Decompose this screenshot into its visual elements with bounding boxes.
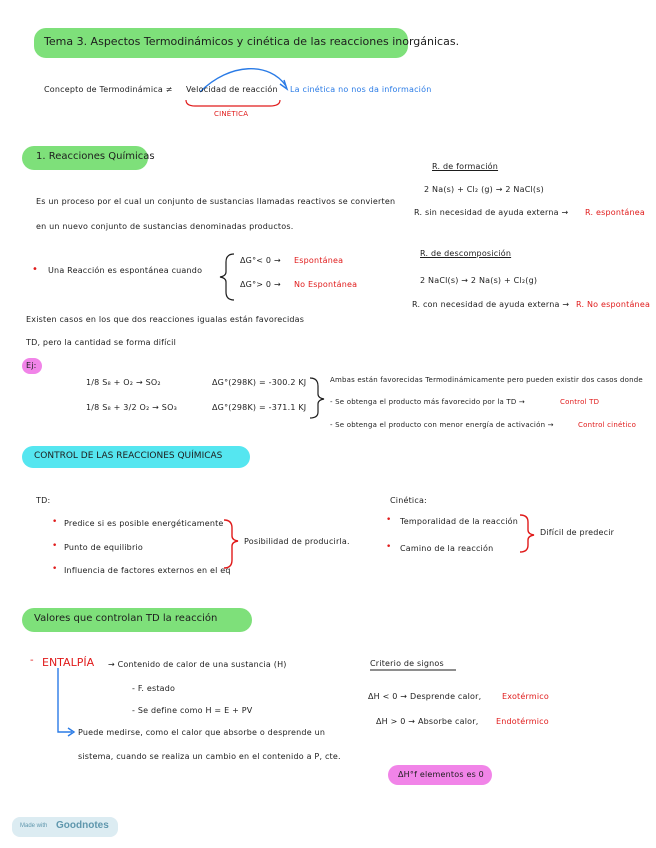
bullet: • xyxy=(386,542,392,552)
values-heading: Valores que controlan TD la reacción xyxy=(34,613,218,624)
sign-1-result: Exotérmico xyxy=(502,692,549,701)
condition-1: ΔG°< 0 → xyxy=(240,256,281,265)
td-label: TD: xyxy=(36,496,51,505)
decomposition-equation: 2 NaCl(s) → 2 Na(s) + Cl₂(g) xyxy=(420,276,538,285)
sign-2: ΔH > 0 → Absorbe calor, xyxy=(376,717,479,726)
exist-line-2: TD, pero la cantidad se forma difícil xyxy=(26,338,176,347)
brace xyxy=(310,378,324,418)
made-with-label: Made with xyxy=(20,823,48,829)
kinetics-item-1: Temporalidad de la reacción xyxy=(400,517,518,526)
formation-note: R. sin necesidad de ayuda externa → xyxy=(414,208,569,217)
section1-heading: 1. Reacciones Químicas xyxy=(36,151,155,162)
brace xyxy=(220,254,234,300)
example-case-1: - Se obtenga el producto más favorecido por la TD → xyxy=(330,398,525,406)
bullet: • xyxy=(386,515,392,525)
example-case-2-result: Control cinético xyxy=(578,421,637,429)
formation-result: R. espontánea xyxy=(585,208,646,217)
bullet: • xyxy=(52,517,58,527)
enthalpy-label: ENTALPÍA xyxy=(42,656,95,669)
measure-line-2: sistema, cuando se realiza un cambio en el contenido a P, cte. xyxy=(78,752,341,761)
measure-line-1: Puede medirse, como el calor que absorbe o desprende un xyxy=(78,728,326,737)
page-title: Tema 3. Aspectos Termodinámicos y cinética de las reacciones inorgánicas. xyxy=(44,35,460,48)
kinetics-item-2: Camino de la reacción xyxy=(400,544,494,553)
brace xyxy=(224,520,238,568)
decomposition-note: R. con necesidad de ayuda externa → xyxy=(412,300,570,309)
example-2-equation: 1/8 S₈ + 3/2 O₂ → SO₃ xyxy=(86,403,177,412)
decomposition-title: R. de descomposición xyxy=(420,249,512,258)
td-item-2: Punto de equilibrio xyxy=(64,543,143,552)
kinetics-label: Cinética: xyxy=(390,496,427,505)
enthalpy-dash: - xyxy=(30,655,34,666)
formation-title: R. de formación xyxy=(432,162,499,171)
bracket-under xyxy=(186,100,280,106)
example-case-2: - Se obtenga el producto con menor energía de activación → xyxy=(330,421,554,429)
exist-line-1: Existen casos en los que dos reacciones igualas están favorecidas xyxy=(26,315,305,324)
concept-middle: Velocidad de reacción xyxy=(186,85,278,94)
bullet: • xyxy=(52,564,58,574)
formation-equation: 2 Na(s) + Cl₂ (g) → 2 NaCl(s) xyxy=(424,185,544,194)
td-item-3: Influencia de factores externos en el eq xyxy=(64,566,231,575)
arrow-head xyxy=(280,80,287,89)
condition-1-result: Espontánea xyxy=(294,256,344,265)
goodnotes-brand: Goodnotes xyxy=(56,820,109,831)
control-heading: CONTROL DE LAS REACCIONES QUÍMICAS xyxy=(34,451,223,461)
bullet: • xyxy=(32,264,38,275)
sign-criteria-title: Criterio de signos xyxy=(370,659,444,668)
example-case-1-result: Control TD xyxy=(560,398,600,406)
decomposition-result: R. No espontánea xyxy=(576,300,651,309)
td-summary: Posibilidad de producirla. xyxy=(244,537,350,546)
example-1-dg: ΔG°(298K) = -300.2 KJ xyxy=(212,378,307,387)
definition-line-2: en un nuevo conjunto de sustancias denominadas productos. xyxy=(36,222,294,231)
enthalpy-defined-as: - Se define como H = E + PV xyxy=(132,706,253,715)
enthalpy-definition: → Contenido de calor de una sustancia (H) xyxy=(108,660,287,669)
example-note: Ambas están favorecidas Termodinámicamente pero pueden existir dos casos donde xyxy=(330,376,643,384)
condition-2: ΔG°> 0 → xyxy=(240,280,281,289)
spontaneous-label: Una Reacción es espontánea cuando xyxy=(48,266,203,275)
td-item-1: Predice si es posible energéticamente xyxy=(64,519,224,528)
concept-right: La cinética no nos da información xyxy=(290,85,432,94)
example-1-equation: 1/8 S₈ + O₂ → SO₂ xyxy=(86,378,161,387)
brace xyxy=(520,515,534,552)
connector-line xyxy=(58,668,72,732)
example-2-dg: ΔG°(298K) = -371.1 KJ xyxy=(212,403,307,412)
concept-under: CINÉTICA xyxy=(214,110,249,118)
enthalpy-state-function: - F. estado xyxy=(132,684,176,693)
kinetics-summary: Difícil de predecir xyxy=(540,528,615,537)
sign-2-result: Endotérmico xyxy=(496,717,549,726)
definition-line-1: Es un proceso por el cual un conjunto de sustancias llamadas reactivos se convierten xyxy=(36,197,396,206)
example-label: Ej: xyxy=(26,361,37,370)
enthalpy-note: ΔH°f elementos es 0 xyxy=(398,770,484,779)
sign-1: ΔH < 0 → Desprende calor, xyxy=(368,692,482,701)
condition-2-result: No Espontánea xyxy=(294,280,358,289)
bullet: • xyxy=(52,541,58,551)
concept-left: Concepto de Termodinámica ≠ xyxy=(44,85,173,94)
